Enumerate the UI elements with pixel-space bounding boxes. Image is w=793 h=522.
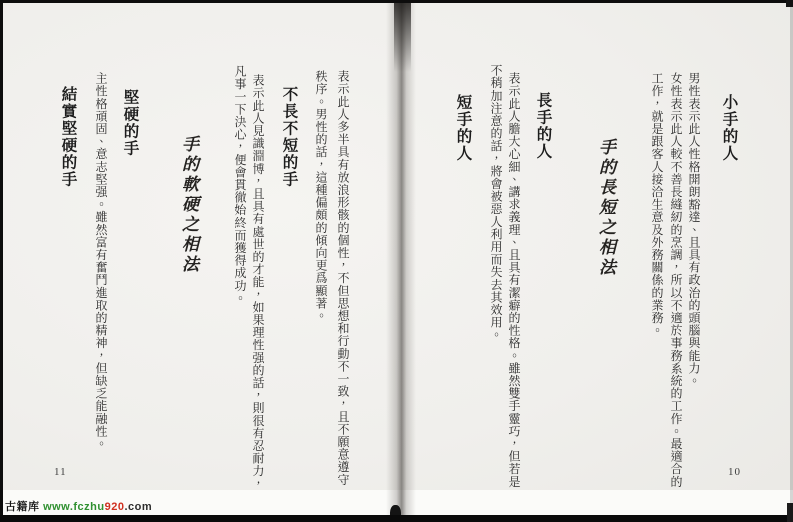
scan-border-left [0,3,3,522]
section-title-hand-length: 手的長短之相法 [595,138,615,278]
heading-firm-hands: 結實堅硬的手 [59,86,77,188]
heading-long-hands: 長手的人 [534,92,552,160]
watermark-url-prefix: www.fczhu [43,501,105,513]
text-column-small-hands-2: 女性表示此人較不善長縫紉的烹調，所以不適於事務系統的工作。最適合的 [669,72,683,488]
section-title-hand-hardness: 手的軟硬之相法 [178,135,198,275]
book-spine-shadow-top [394,0,411,72]
text-column-long-hands-2: 不稍加注意的話，將會被惡人利用而失去其效用。 [489,64,503,342]
heading-small-hands: 小手的人 [720,94,738,162]
text-column-short-hands-1: 表示此人多半具有放浪形骸的個性，不但思想和行動不一致，且不願意遵守 [336,70,350,486]
text-column-medium-hands-2: 凡事一下決心，便會貫徹始終而獲得成功。 [233,65,247,305]
watermark-url-suffix: .com [124,501,153,513]
text-column-long-hands-1: 表示此人膽大心細、講求義理、且具有潔癖的性格。雖然雙手靈巧，但若是 [507,72,521,488]
text-column-short-hands-2: 秩序。男性的話，這種偏頗的傾向更爲顯著。 [314,70,328,322]
text-column-medium-hands-1: 表示此人見識淵博，且具有處世的才能，如果理性强的話，則很有忍耐力， [251,74,265,490]
text-column-small-hands-3: 工作，就是跟客人接洽生意及外務關係的業務。 [650,72,664,337]
page-number-left: 11 [54,466,67,478]
scan-border-top [0,0,793,3]
book-spine-shadow [386,0,416,515]
heading-short-hands: 短手的人 [454,94,472,162]
text-column-small-hands-1: 男性表示此人性格開朗豁達、且具有政治的頭腦與能力。 [687,72,701,387]
text-column-hard-hands-1: 主性格頑固、意志堅强。雖然富有奮鬥進取的精神，但缺乏能融性。 [94,72,108,450]
watermark-url-number: 920 [104,501,125,513]
scan-border-bottom [0,515,793,522]
watermark-library-name: 古籍库 [5,501,40,513]
heading-medium-hands: 不長不短的手 [280,86,298,188]
page-number-right: 10 [728,466,741,478]
heading-hard-hands: 堅硬的手 [121,89,139,157]
watermark [5,498,152,514]
